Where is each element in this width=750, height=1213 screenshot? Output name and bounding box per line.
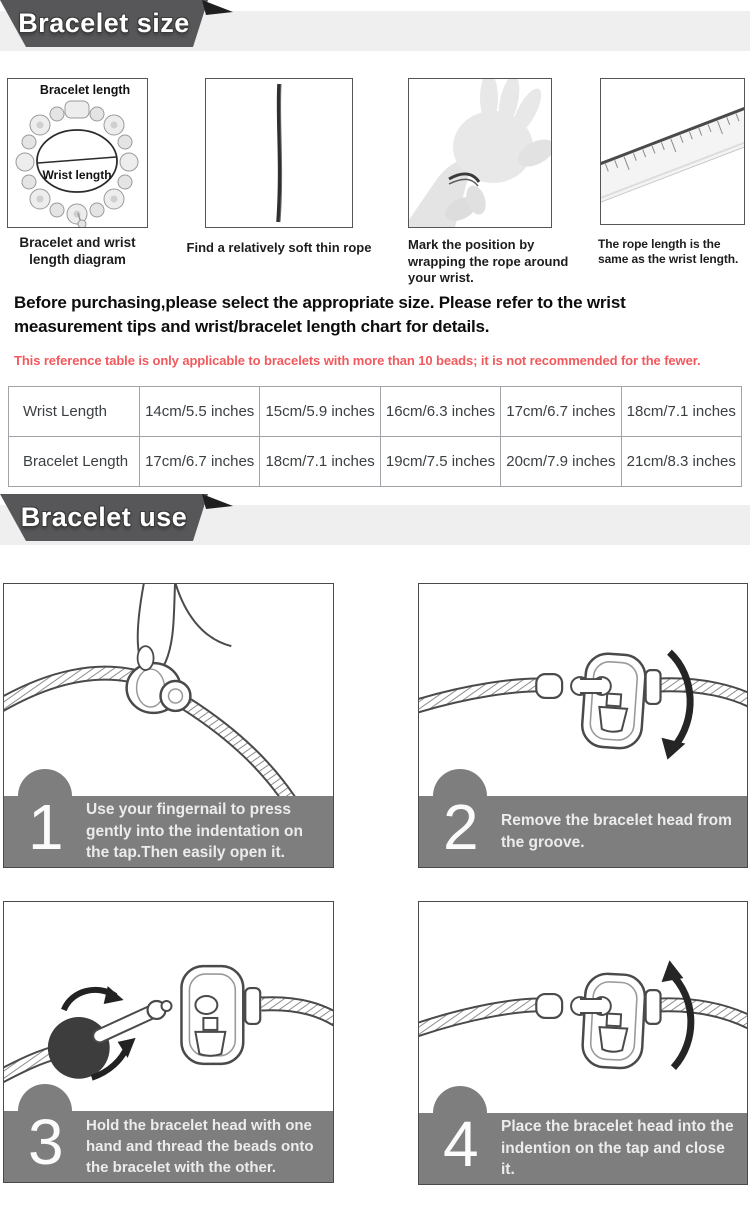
wrist-size-cell: 16cm/6.3 inches	[380, 387, 500, 437]
bracelet-diagram-image	[7, 78, 148, 228]
row-label-wrist: Wrist Length	[9, 387, 140, 437]
table-row	[9, 437, 742, 487]
step-3-text: Hold the bracelet head with one hand and thread the beads onto the bracelet with the other.	[86, 1117, 314, 1176]
reference-note-text: This reference table is only applicable to bracelets with more than 10 beads; it is not recommended for the fewer.	[14, 353, 701, 368]
step-2-text: Remove the bracelet head from the groove.	[501, 811, 732, 851]
step-4-number: 4	[443, 1108, 479, 1180]
step-2-number: 2	[443, 791, 479, 863]
step-1-illustration	[4, 584, 333, 796]
purchase-advice-text: Before purchasing,please select the appropriate size. Please refer to the wrist measurement tips and wrist/bracelet length chart for details.	[14, 293, 626, 336]
row-label-bracelet: Bracelet Length	[9, 437, 140, 487]
table-row	[9, 387, 742, 437]
step-2-panel	[418, 583, 748, 868]
step-4-text: Place the bracelet head into the indention on the tap and close it.	[501, 1117, 734, 1179]
caption-find-rope: Find a relatively soft thin rope	[186, 240, 372, 255]
step-1-panel	[3, 583, 334, 868]
rope-image	[205, 78, 353, 228]
caption-bracelet-diagram: Bracelet and wrist length diagram	[19, 235, 136, 268]
bracelet-size-cell: 20cm/7.9 inches	[501, 437, 621, 487]
bracelet-size-cell: 17cm/6.7 inches	[140, 437, 260, 487]
wrist-size-cell: 17cm/6.7 inches	[501, 387, 621, 437]
bracelet-size-cell: 21cm/8.3 inches	[621, 437, 741, 487]
step-3-panel	[3, 901, 334, 1183]
step-4-panel	[418, 901, 748, 1185]
size-table	[8, 386, 742, 487]
step-3-illustration	[4, 902, 333, 1113]
ruler-image	[600, 78, 745, 225]
size-section-title: Bracelet size	[18, 8, 190, 38]
use-section-header	[0, 494, 750, 550]
bracelet-size-cell: 18cm/7.1 inches	[260, 437, 380, 487]
step-1-number: 1	[28, 791, 64, 863]
step-2-illustration	[419, 584, 747, 796]
step-1-text: Use your fingernail to press gently into the indentation on the tap.Then easily open it.	[86, 800, 303, 862]
caption-rope-length: The rope length is the same as the wrist length.	[598, 237, 739, 267]
wrist-length-label: Wrist length	[42, 168, 112, 182]
caption-mark-position: Mark the position by wrapping the rope around your wrist.	[408, 237, 569, 286]
size-section-header	[0, 0, 750, 56]
wrist-size-cell: 14cm/5.5 inches	[140, 387, 260, 437]
wrist-wrap-image	[408, 78, 552, 228]
step-4-illustration	[419, 902, 747, 1113]
wrist-size-cell: 18cm/7.1 inches	[621, 387, 741, 437]
use-section-title: Bracelet use	[20, 502, 188, 532]
bracelet-size-cell: 19cm/7.5 inches	[380, 437, 500, 487]
wrist-size-cell: 15cm/5.9 inches	[260, 387, 380, 437]
step-3-number: 3	[28, 1106, 64, 1178]
bracelet-length-label: Bracelet length	[39, 83, 131, 97]
